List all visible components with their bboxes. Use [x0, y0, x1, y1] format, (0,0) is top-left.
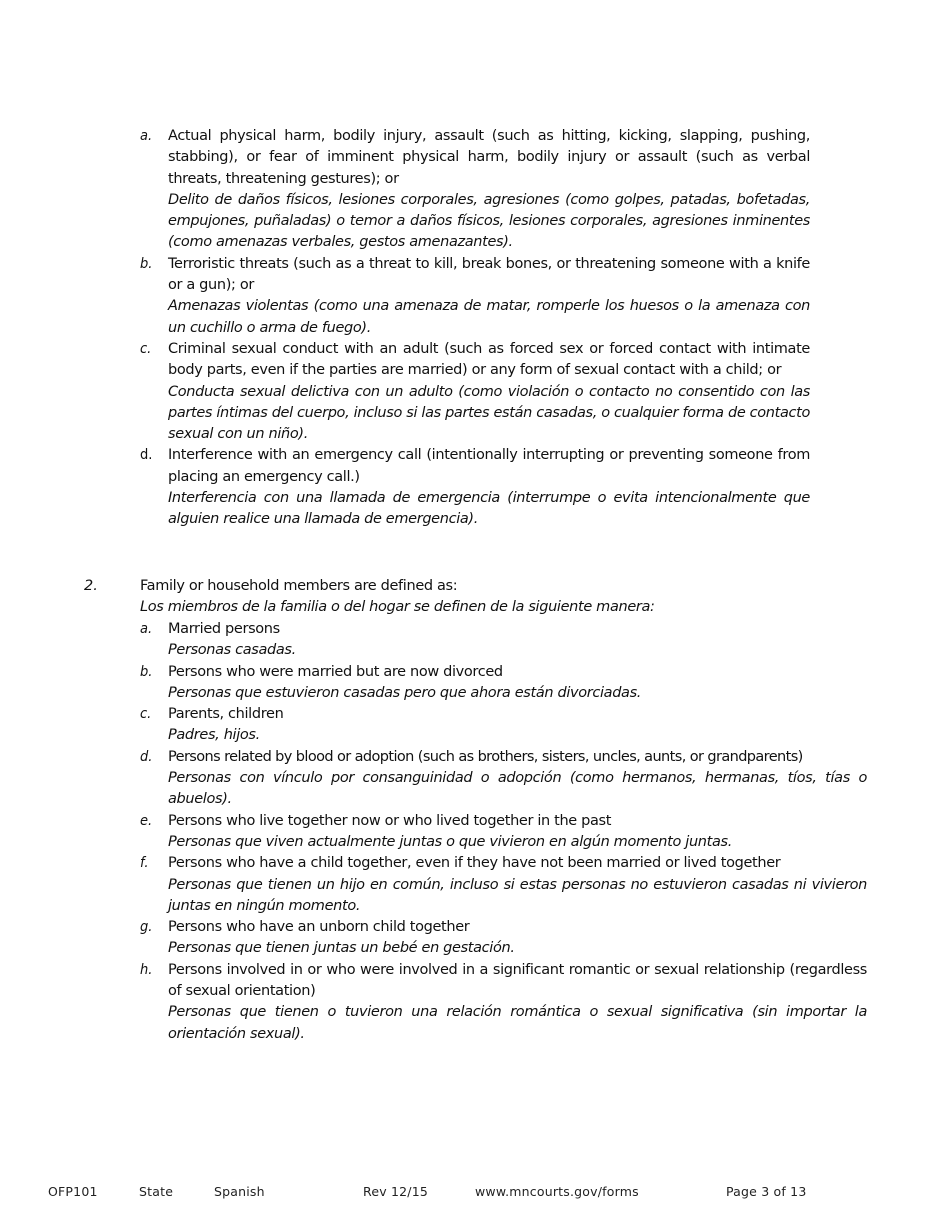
list-item: [140, 126, 810, 254]
item-text-english: Criminal sexual conduct with an adult (such as forced sex or forced contact with intimate body parts, even if the parties are married) or any form of sexual contact with a child; or: [168, 340, 810, 379]
item-text-spanish: Padres, hijos.: [168, 727, 260, 744]
footer-state: State: [139, 1184, 174, 1199]
list-item: [140, 853, 867, 917]
section1-list: [140, 126, 810, 531]
footer-form-id: OFP101: [48, 1184, 98, 1199]
item-text-english: Terroristic threats (such as a threat to kill, break bones, or threatening someone with a knife or a gun); or: [168, 255, 810, 294]
item-text-english: Interference with an emergency call (intentionally interrupting or preventing someone from placing an emergency call.): [168, 447, 810, 485]
list-item: [140, 917, 867, 960]
item-text-english: Persons involved in or who were involved in a significant romantic or sexual relationship (regardless of sexual orientation): [168, 961, 867, 1000]
item-text-spanish: Personas que tienen un hijo en común, incluso si estas personas no estuvieron casadas ni vivieron juntas en ningún momento.: [168, 876, 867, 914]
item-text-english: Actual physical harm, bodily injury, assault (such as hitting, kicking, slapping, pushing, stabbing), or fear of imminent physical harm, bodily injury or assault (such as verbal threats, threatening gestures); or: [168, 128, 810, 187]
list-item: [140, 747, 867, 811]
list-item: [140, 704, 867, 747]
item-marker: e.: [140, 812, 153, 829]
section2-list: [140, 619, 867, 1045]
item-text-spanish: Personas que estuvieron casadas pero que ahora están divorciadas.: [168, 684, 642, 701]
item-text-spanish: Personas con vínculo por consanguinidad o adopción (como hermanos, hermanas, tíos, tías o abuelos).: [168, 770, 867, 808]
item-text-spanish: Amenazas violentas (como una amenaza de matar, romperle los huesos o la amenaza con un cuchillo o arma de fuego).: [168, 298, 810, 336]
item-marker: b.: [140, 255, 153, 272]
item-text-english: Persons related by blood or adoption (such as brothers, sisters, uncles, aunts, or grandparents): [168, 748, 803, 765]
item-marker: h.: [140, 961, 153, 978]
section-heading-spanish: Los miembros de la familia o del hogar se definen de la siguiente manera:: [140, 599, 655, 616]
footer-revision: Rev 12/15: [363, 1184, 429, 1199]
list-item: [140, 811, 867, 854]
item-text-spanish: Personas casadas.: [168, 642, 296, 659]
footer-page-number: Page 3 of 13: [726, 1184, 807, 1199]
item-marker: a.: [140, 621, 153, 637]
section-heading-english: Family or household members are defined as:: [140, 578, 458, 594]
section-number: 2.: [84, 578, 98, 594]
footer-language: Spanish: [214, 1184, 265, 1199]
item-text-english: Persons who were married but are now divorced: [168, 663, 503, 680]
item-text-spanish: Personas que viven actualmente juntas o que vivieron en algún momento juntas.: [168, 833, 732, 850]
item-text-spanish: Personas que tienen o tuvieron una relación romántica o sexual significativa (sin importar la orientación sexual).: [168, 1004, 867, 1042]
item-marker: d.: [140, 748, 153, 765]
list-item: [140, 619, 867, 662]
item-marker: c.: [140, 706, 152, 723]
list-item: [140, 339, 810, 445]
item-marker: b.: [140, 663, 153, 680]
item-marker: g.: [140, 919, 153, 936]
item-text-spanish: Personas que tienen juntas un bebé en gestación.: [168, 940, 515, 957]
item-marker: c.: [140, 340, 152, 357]
item-text-english: Persons who have a child together, even if they have not been married or lived together: [168, 855, 781, 872]
item-text-spanish: Delito de daños físicos, lesiones corporales, agresiones (como golpes, patadas, bofetadas, empujones, puñaladas) o temor a daños físicos, lesiones corporales, agresiones inminentes (como amenazas verbales, gestos amenazantes).: [168, 191, 810, 251]
footer-website-link[interactable]: www.mncourts.gov/forms: [475, 1184, 639, 1199]
item-text-spanish: Conducta sexual delictiva con un adulto (como violación o contacto no consentido con las partes íntimas del cuerpo, incluso si las partes están casadas, o cualquier forma de contacto sexual con un niño).: [168, 383, 810, 443]
item-marker: a.: [140, 128, 153, 144]
list-item: [140, 254, 810, 339]
list-item: [140, 445, 810, 530]
page-footer: [0, 1184, 950, 1202]
list-item: [140, 662, 867, 705]
item-text-english: Persons who have an unborn child together: [168, 919, 470, 936]
item-text-spanish: Interferencia con una llamada de emergencia (interrumpe o evita intencionalmente que alguien realice una llamada de emergencia).: [168, 490, 810, 528]
item-text-english: Persons who live together now or who lived together in the past: [168, 812, 612, 829]
item-text-english: Parents, children: [168, 706, 284, 723]
list-item: [140, 960, 867, 1045]
item-marker: d.: [140, 447, 153, 464]
item-text-english: Married persons: [168, 621, 280, 637]
item-marker: f.: [140, 855, 149, 872]
